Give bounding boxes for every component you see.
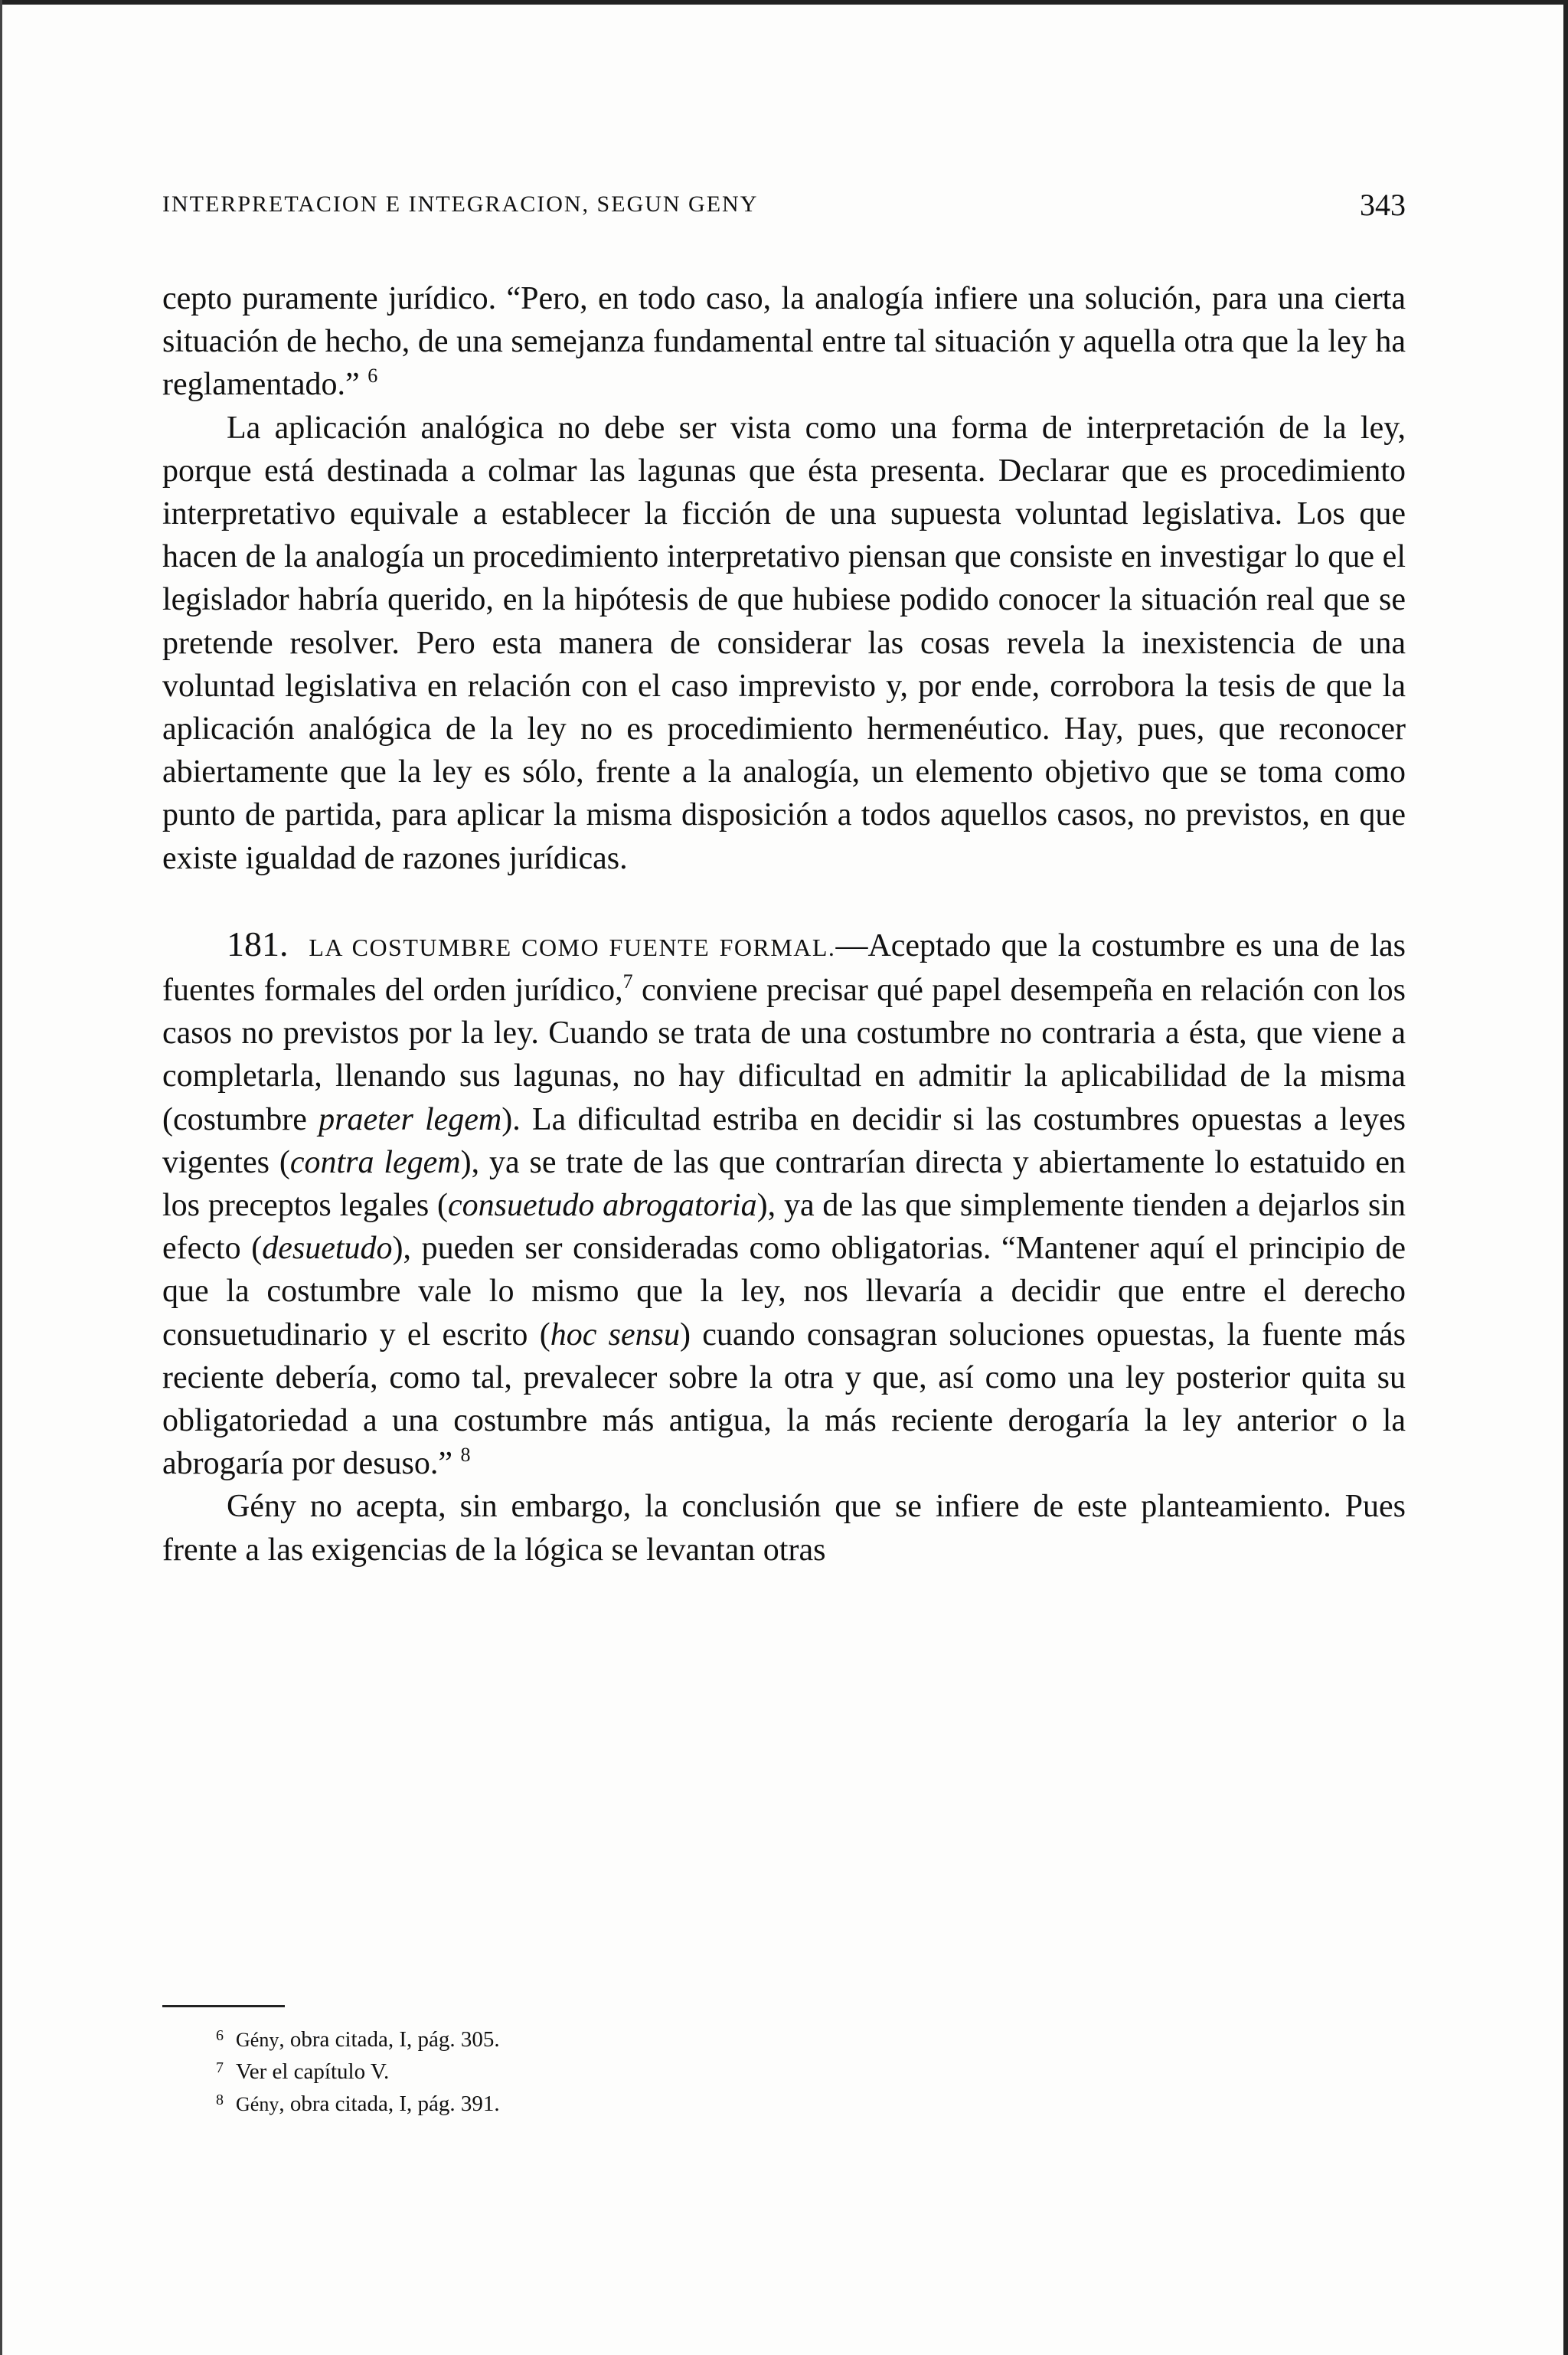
footnote-text: , obra citada, I, pág. 305. (279, 2027, 500, 2052)
paragraph-continuation (162, 277, 1406, 407)
paragraph-analogy (162, 407, 1406, 880)
paragraph-text: Gény no acepta, sin embargo, la conclusión que se infiere de este planteamiento. Pues frente a las exigencias de la lógica se levantan otras (162, 1489, 1406, 1568)
paragraph-text: conviene precisar qué papel desempeña en relación con los casos no previstos por la ley. Cuando se trata de una costumbre no contraria a ésta, que viene a completarla, llenando sus lagunas, no hay dificultad en admitir la aplicabilidad de la misma (costumbre (162, 973, 1406, 1137)
footnote-ref-6: 6 (368, 365, 378, 388)
paragraph-text: ), pueden ser consideradas como obligatorias. “Mantener aquí el principio de que la costumbre vale lo mismo que la ley, nos llevaría a decidir que entre el derecho consuetudinario y el escrito ( (162, 1231, 1406, 1352)
section-number: 181. (227, 924, 289, 963)
latin-term: desuetudo (262, 1231, 393, 1267)
page-number: 343 (1360, 188, 1406, 222)
latin-term: praeter legem (318, 1101, 502, 1137)
footnote-6 (216, 2022, 500, 2054)
latin-term: contra legem (289, 1144, 461, 1180)
paragraph-text: ). La dificultad estriba en decidir si las costumbres opuestas a leyes vigentes ( (162, 1101, 1406, 1180)
footnote-ref-8: 8 (460, 1444, 471, 1467)
footnote-author: Gény (236, 2029, 279, 2051)
scan-border-left (0, 0, 2, 2355)
footnote-text: Ver el capítulo V. (236, 2059, 390, 2084)
running-head: INTERPRETACION E INTEGRACION, SEGUN GENY (162, 191, 759, 217)
footnote-mark: 7 (216, 2059, 224, 2076)
footnote-divider (162, 2005, 285, 2007)
footnotes (216, 2022, 500, 2118)
footnote-mark: 6 (216, 2027, 224, 2044)
paragraph-text: cepto puramente jurídico. “Pero, en todo caso, la analogía infiere una solución, para una cierta situación de hecho, de una semejanza fundamental entre tal situación y aquella otra que la ley ha reglamentado.” (162, 281, 1406, 403)
paragraph-text: ), ya de las que simplemente tienden a dejarlos sin efecto ( (162, 1188, 1406, 1267)
scan-border-right (1563, 0, 1568, 2355)
footnote-mark: 8 (216, 2092, 224, 2108)
scan-border-top (0, 0, 1568, 5)
paragraph-text: ) cuando consagran soluciones opuestas, la fuente más reciente debería, como tal, prevalecer sobre la otra y que, así como una ley posterior quita su obligatoriedad a una costumbre más antigua, la más reciente derogaría la ley anterior o la abrogaría por desuso.” (162, 1317, 1406, 1482)
paragraph-text: ), ya se trate de las que contrarían directa y abiertamente lo estatuido en los preceptos legales ( (162, 1144, 1406, 1224)
footnote-ref-7: 7 (622, 970, 633, 993)
footnote-author: Gény (236, 2093, 279, 2115)
footnote-text: , obra citada, I, pág. 391. (279, 2092, 500, 2116)
paragraph-geny (162, 1485, 1406, 1571)
paragraph-text: La aplicación analógica no debe ser vista como una forma de interpretación de la ley, porque está destinada a colmar las lagunas que ésta presenta. Declarar que es procedimiento interpretativo equivale a establecer la ficción de una supuesta voluntad legislativa. Los que hacen de la analogía un procedimiento interpretativo piensan que consiste en investigar lo que el legislador habría querido, en la hipótesis de que hubiese podido conocer la situación real que se pretende resolver. Pero esta manera de considerar las cosas revela la inexistencia de una voluntad legislativa en relación con el caso imprevisto y, por ende, corrobora la tesis de que la aplicación analógica de la ley no es procedimiento hermenéutico. Hay, pues, que reconocer abiertamente que la ley es sólo, frente a la analogía, un elemento objetivo que se toma como punto de partida, para aplicar la misma disposición a todos aquellos casos, no previstos, en que existe igualdad de razones jurídicas. (162, 410, 1406, 876)
page-header (162, 187, 1406, 225)
footnote-8 (216, 2086, 500, 2118)
footnote-7 (216, 2054, 500, 2086)
section-181 (162, 923, 1406, 1486)
paragraph-text: —Aceptado que la costumbre es una de las fuentes formales del orden jurídico, (162, 927, 1406, 1009)
body-text (162, 277, 1406, 1572)
latin-term: hoc sensu (550, 1317, 680, 1352)
section-title: LA COSTUMBRE COMO FUENTE FORMAL. (309, 933, 836, 961)
latin-term: consuetudo abrogatoria (448, 1188, 757, 1224)
